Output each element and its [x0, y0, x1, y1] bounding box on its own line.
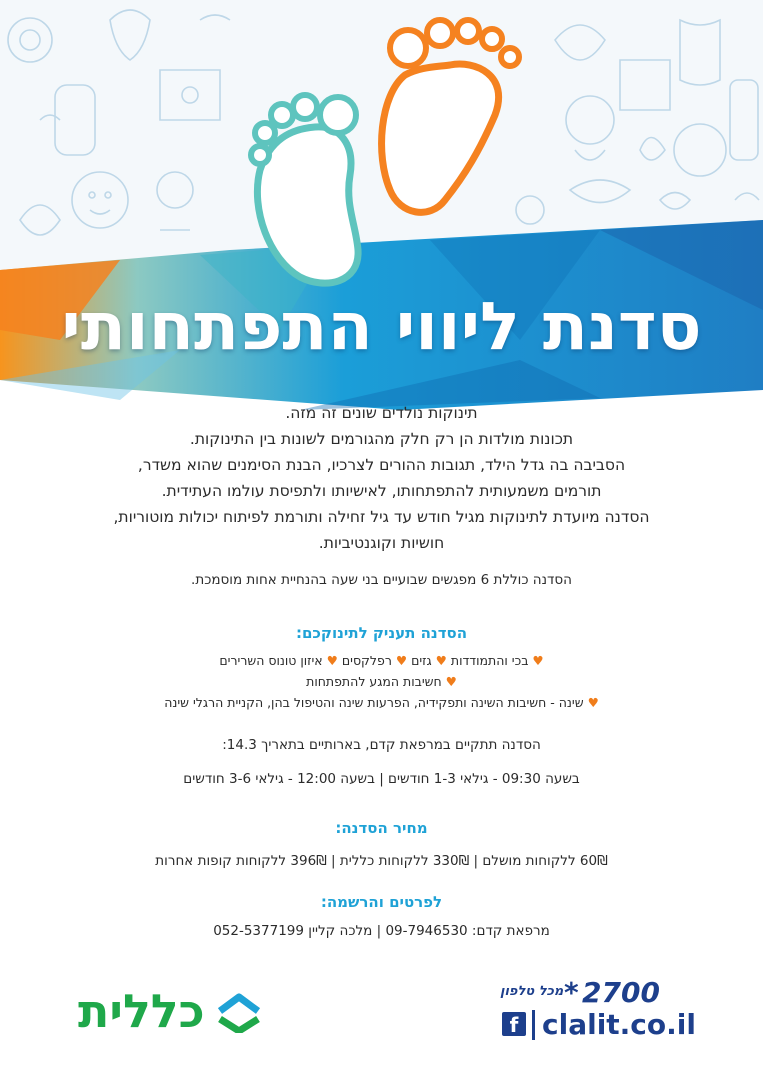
contact-block	[500, 974, 696, 1044]
registration-heading: לפרטים והרשמה:	[320, 893, 443, 911]
benefit-item: שינה - חשיבות השינה ותפקידיה, הפרעות שינה והטיפול בהן, הקניית הרגלי שינה	[164, 695, 584, 710]
price-heading: מחיר הסדנה:	[335, 819, 428, 837]
facebook-icon[interactable]: f	[502, 1012, 526, 1036]
baby-feet-illustration	[230, 15, 530, 290]
clalit-logo-text: כללית	[78, 984, 205, 1038]
clalit-chevrons-icon	[216, 993, 262, 1033]
benefit-item: רפלקסים	[341, 653, 392, 668]
schedule-times: בשעה 09:30 - גילאי 1-3 חודשים | בשעה 12:00 - גילאי 3-6 חודשים	[183, 771, 580, 787]
intro-line: הסדנה מיועדת לתינוקות מגיל חודש עד גיל זחילה ותורמת לפיתוח יכולות מוטוריות,	[113, 508, 650, 526]
divider	[532, 1010, 535, 1040]
site-row	[500, 1008, 696, 1041]
intro-line: חושיות וקוגנטיביות.	[318, 534, 445, 552]
heart-bullet-icon: ♥	[395, 653, 408, 668]
phone-number[interactable]: 2700	[582, 976, 660, 1009]
heart-bullet-icon: ♥	[435, 653, 447, 668]
sessions-note: הסדנה כוללת 6 מפגשים שבועיים בני שעה בהנחיית אחות מוסמכת.	[191, 572, 572, 588]
benefit-item: בכי והתמודדות	[450, 653, 529, 668]
orange-foot-icon	[382, 20, 519, 212]
phone-star: *	[564, 976, 579, 1009]
benefit-item: איזון טונוס השרירים	[219, 653, 323, 668]
intro-line: תינוקות נולדים שונים זה מזה.	[285, 404, 478, 422]
benefits-line-1	[40, 650, 723, 671]
benefits-line-2	[40, 671, 723, 692]
heart-bullet-icon: ♥	[326, 653, 338, 668]
heart-bullet-icon: ♥	[445, 674, 457, 689]
website-link[interactable]: clalit.co.il	[542, 1008, 696, 1041]
teal-foot-icon	[251, 95, 358, 283]
benefits-list	[40, 650, 723, 713]
schedule-intro: הסדנה תתקיים במרפאת קדם, בארותיים בתאריך 14.3:	[222, 737, 541, 753]
registration-text: מרפאת קדם: 09-7946530 | מלכה קליין 052-5377199	[213, 923, 550, 939]
benefits-line-3	[40, 692, 723, 713]
page-title: סדנת ליווי התפתחותי	[61, 288, 702, 365]
heart-bullet-icon: ♥	[587, 695, 599, 710]
intro-paragraph	[40, 400, 723, 556]
benefit-item: חשיבות המגע להתפתחות	[306, 674, 442, 689]
intro-line: תכונות מולדות הן רק חלק מהגורמים לשונות בין התינוקות.	[189, 430, 574, 448]
heart-bullet-icon: ♥	[532, 653, 544, 668]
intro-line: תורמים משמעותית להתפתחותו, לאישיותו ולתפיסת עולמו העתידית.	[161, 482, 602, 500]
clalit-logo	[78, 983, 268, 1043]
intro-line: הסביבה בה גדל הילד, תגובות ההורים לצרכיו, הבנת הסימנים שהוא משדר,	[137, 456, 626, 474]
phone-label: מכל טלפון	[500, 984, 564, 999]
main-content	[40, 400, 723, 941]
benefits-heading: הסדנה תעניק לתינוקכם:	[295, 624, 468, 642]
price-text: 60₪ ללקוחות מושלם | 330₪ ללקוחות כללית | 396₪ ללקוחות קופות אחרות	[155, 853, 608, 869]
benefit-item: גזים	[411, 653, 432, 668]
